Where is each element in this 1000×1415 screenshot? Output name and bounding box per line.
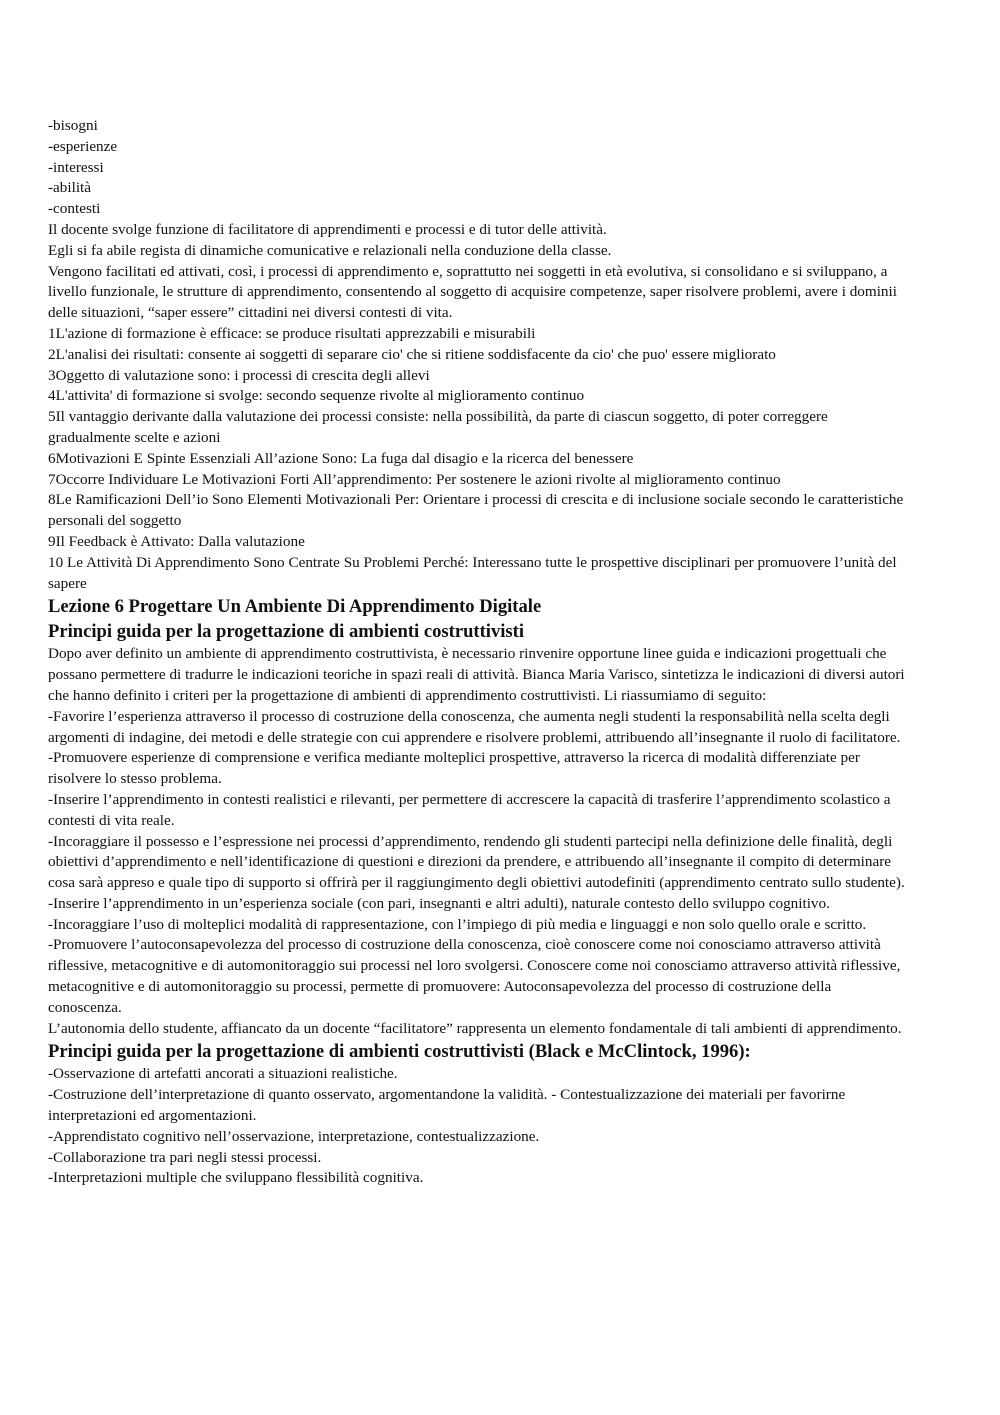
numbered-item: 8Le Ramificazioni Dell’io Sono Elementi Motivazionali Per: Orientare i processi di crescita e di inclusione sociale secondo le caratteristiche personali del soggetto <box>48 491 904 530</box>
numbered-item: 10 Le Attività Di Apprendimento Sono Centrate Su Problemi Perché: Interessano tutte le prospettive disciplinari per promuovere l’unità del sapere <box>48 553 897 592</box>
list-item: -esperienze <box>48 137 118 155</box>
list-item: -abilità <box>48 179 92 197</box>
paragraph: L’autonomia dello studente, affiancato da un docente “facilitatore” rappresenta un elemento fondamentale di tali ambienti di apprendimento. <box>48 1019 902 1037</box>
section-heading: Principi guida per la progettazione di ambienti costruttivisti <box>48 621 525 643</box>
section-heading: Principi guida per la progettazione di ambienti costruttivisti (Black e McClintock, 1996): <box>48 1041 751 1063</box>
paragraph: -Promuovere l’autoconsapevolezza del processo di costruzione della conoscenza, cioè conoscere come noi conosciamo attraverso attività riflessive, metacognitive e di automonitoraggio sui processi nel loro svolgersi. Conoscere come noi conosciamo attraverso attività riflessive, metacognitive e di automonitoraggio su processi, permette di promuovere: Autoconsapevolezza del processo di costruzione della conoscenza. <box>48 936 901 1016</box>
section-1-body <box>48 644 908 1039</box>
lesson-title: Lezione 6 Progettare Un Ambiente Di Apprendimento Digitale <box>48 596 542 618</box>
paragraph: -Interpretazioni multiple che sviluppano flessibilità cognitiva. <box>48 1169 424 1187</box>
paragraph: -Promuovere esperienze di comprensione e verifica mediante molteplici prospettive, attraverso la ricerca di modalità differenziate per risolvere lo stesso problema. <box>48 749 860 788</box>
paragraph: Vengono facilitati ed attivati, così, i processi di apprendimento e, soprattutto nei soggetti in età evolutiva, si consolidano e si sviluppano, a livello funzionale, le strutture di apprendimento, consentendo al soggetto di acquisire competenze, saper risolvere problemi, avere i dominii delle situazioni, “saper essere” cittadini nei diversi contesti di vita. <box>48 262 897 322</box>
paragraph: -Osservazione di artefatti ancorati a situazioni realistiche. <box>48 1065 398 1083</box>
paragraph: Il docente svolge funzione di facilitatore di apprendimenti e processi e di tutor delle attività. <box>48 220 607 238</box>
numbered-item: 6Motivazioni E Spinte Essenziali All’azione Sono: La fuga dal disagio e la ricerca del benessere <box>48 449 634 467</box>
needs-list <box>48 116 908 220</box>
paragraph: -Apprendistato cognitivo nell’osservazione, interpretazione, contestualizzazione. <box>48 1127 540 1145</box>
paragraph: -Favorire l’esperienza attraverso il processo di costruzione della conoscenza, che aumenta negli studenti la responsabilità nella scelta degli argomenti di indagine, dei metodi e delle strategie con cui apprendere e risolvere problemi, attribuendo all’insegnante il ruolo di facilitatore. <box>48 707 901 746</box>
intro-section <box>48 220 908 324</box>
numbered-item: 9Il Feedback è Attivato: Dalla valutazione <box>48 532 305 550</box>
paragraph: -Incoraggiare l’uso di molteplici modalità di rappresentazione, con l’impiego di più media e linguaggi e non solo quello orale e scritto. <box>48 915 867 933</box>
list-item: -interessi <box>48 158 104 176</box>
paragraph: Dopo aver definito un ambiente di apprendimento costruttivista, è necessario rinvenire opportune linee guida e indicazioni progettuali che possano permettere di tradurre le indicazioni teoriche in spazi reali di attività. Bianca Maria Varisco, sintetizza le indicazioni di diversi autori che hanno definito i criteri per la progettazione di ambienti di apprendimento costruttivisti. Li riassumiamo di seguito: <box>48 645 905 704</box>
numbered-item: 4L'attivita' di formazione si svolge: secondo sequenze rivolte al miglioramento continuo <box>48 387 585 405</box>
list-item: -bisogni <box>48 117 98 134</box>
paragraph: Egli si fa abile regista di dinamiche comunicative e relazionali nella conduzione della classe. <box>48 241 612 259</box>
numbered-item: 5Il vantaggio derivante dalla valutazione dei processi consiste: nella possibilità, da parte di ciascun soggetto, di poter correggere gradualmente scelte e azioni <box>48 408 828 446</box>
numbered-list <box>48 324 908 594</box>
list-item: -contesti <box>48 200 101 218</box>
numbered-item: 2L'analisi dei risultati: consente ai soggetti di separare cio' che si ritiene soddisfacente da cio' che puo' essere migliorato <box>48 345 776 363</box>
section-2-body <box>48 1064 908 1189</box>
numbered-item: 1L'azione di formazione è efficace: se produce risultati apprezzabili e misurabili <box>48 324 536 342</box>
paragraph: -Inserire l’apprendimento in contesti realistici e rilevanti, per permettere di accrescere la capacità di trasferire l’apprendimento scolastico a contesti di vita reale. <box>48 790 891 829</box>
document-body <box>48 116 908 1189</box>
paragraph: -Inserire l’apprendimento in un’esperienza sociale (con pari, insegnanti e altri adulti), naturale contesto dello sviluppo cognitivo. <box>48 894 830 912</box>
numbered-item: 3Oggetto di valutazione sono: i processi di crescita degli allevi <box>48 366 430 384</box>
numbered-item: 7Occorre Individuare Le Motivazioni Forti All’apprendimento: Per sostenere le azioni rivolte al miglioramento continuo <box>48 470 781 488</box>
paragraph: -Costruzione dell’interpretazione di quanto osservato, argomentandone la validità. - Contestualizzazione dei materiali per favorirne interpretazioni ed argomentazioni. <box>48 1086 846 1125</box>
paragraph: -Incoraggiare il possesso e l’espressione nei processi d’apprendimento, rendendo gli studenti partecipi nella definizione delle finalità, degli obiettivi d’apprendimento e nell’identificazione di questioni e direzioni da prendere, e attribuendo all’insegnante il compito di determinare cosa sarà appreso e quale tipo di supporto si offrirà per il raggiungimento degli obiettivi autodefiniti (apprendimento centrato sullo studente). <box>48 832 905 892</box>
paragraph: -Collaborazione tra pari negli stessi processi. <box>48 1148 322 1166</box>
